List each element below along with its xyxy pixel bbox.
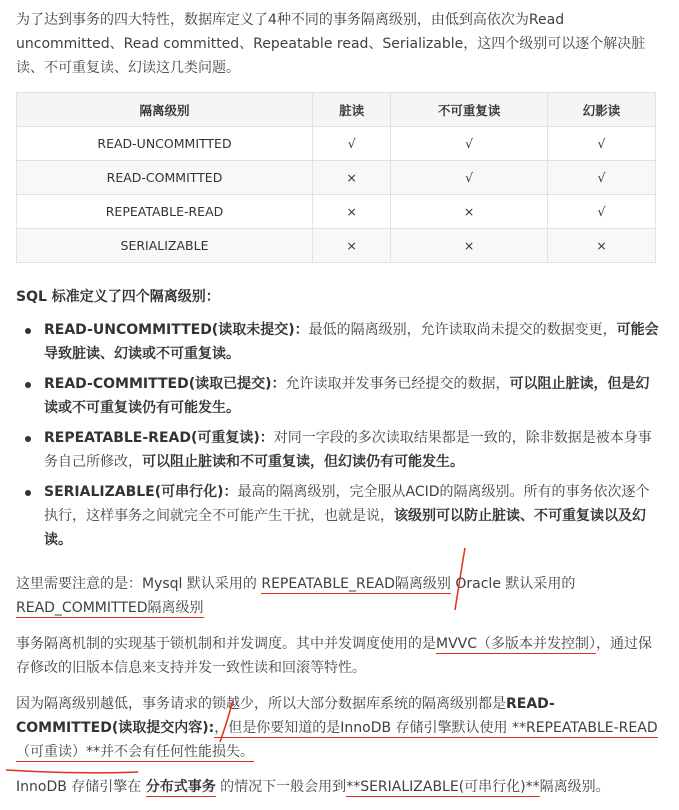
innodb-paragraph <box>16 775 664 799</box>
list-item <box>16 372 660 420</box>
table-cell: √ <box>391 127 548 161</box>
performance-paragraph <box>16 692 664 764</box>
table-cell: SERIALIZABLE <box>17 229 313 263</box>
level-consequence: 可以阻止脏读和不可重复读，但幻读仍有可能发生。 <box>142 454 464 470</box>
table-cell: × <box>313 161 391 195</box>
isolation-level-table <box>16 92 656 263</box>
mysql-default-highlight: REPEATABLE_READ隔离级别 <box>261 576 451 592</box>
mvcc-text: 事务隔离机制的实现基于锁机制和并发调度。其中并发调度使用的是 <box>16 636 436 652</box>
header-dirty-read: 脏读 <box>313 93 391 127</box>
table-cell: √ <box>547 195 655 229</box>
header-non-repeatable-read: 不可重复读 <box>391 93 548 127</box>
table-header-row <box>17 93 656 127</box>
header-isolation-level: 隔离级别 <box>17 93 313 127</box>
level-consequence: 该级别可以防止脏读、不可重复读以及幻读。 <box>44 508 646 548</box>
oracle-default-highlight: READ_COMMITTED隔离级别 <box>16 600 204 616</box>
table-row <box>17 127 656 161</box>
isolation-level-list <box>16 318 660 558</box>
table-cell: √ <box>547 161 655 195</box>
table-cell: READ-COMMITTED <box>17 161 313 195</box>
note-text: 这里需要注意的是：Mysql 默认采用的 <box>16 576 262 592</box>
level-consequence: 可能会导致脏读、幻读或不可重复读。 <box>44 322 659 362</box>
annotation-underline-stroke <box>6 770 138 773</box>
level-name: SERIALIZABLE(可串行化)： <box>44 484 238 500</box>
list-item <box>16 480 660 552</box>
level-name: READ-COMMITTED(读取已提交)： <box>44 376 286 392</box>
innodb-text: 隔离级别。 <box>539 779 610 795</box>
table-cell: × <box>313 195 391 229</box>
level-description: 对同一字段的多次读取结果都是一致的，除非数据是被本身事务自己所修改， <box>44 430 652 470</box>
read-committed-bold: READ-COMMITTED(读取提交内容): <box>16 696 555 736</box>
innodb-text: 的情况下一般会用到 <box>215 779 347 795</box>
serializable-highlight: **SERIALIZABLE(可串行化)** <box>346 779 540 795</box>
mvcc-paragraph <box>16 632 664 680</box>
table-cell: √ <box>547 127 655 161</box>
table-cell: READ-UNCOMMITTED <box>17 127 313 161</box>
table-cell: √ <box>391 161 548 195</box>
level-name: REPEATABLE-READ(可重复读)： <box>44 430 274 446</box>
table-cell: REPEATABLE-READ <box>17 195 313 229</box>
table-cell: × <box>547 229 655 263</box>
table-row <box>17 161 656 195</box>
table-cell: × <box>391 195 548 229</box>
intro-paragraph: 为了达到事务的四大特性，数据库定义了4种不同的事务隔离级别，由低到高依次为Read uncommitted、Read committed、Repeatable read、Serializable，这四个级别可以逐个解决脏读、不可重复读、幻读这几类问题。 <box>16 12 646 76</box>
level-name: READ-UNCOMMITTED(读取未提交)： <box>44 322 309 338</box>
level-consequence: 可以阻止脏读，但是幻读或不可重复读仍有可能发生。 <box>44 376 650 416</box>
performance-text: 因为隔离级别越低，事务请求的锁越少，所以大部分数据库系统的隔离级别都是 <box>16 696 506 712</box>
list-item <box>16 318 660 366</box>
default-level-note <box>16 572 664 620</box>
level-description: 最高的隔离级别，完全服从ACID的隔离级别。所有的事务依次逐个执行，这样事务之间就完全不可能产生干扰，也就是说， <box>44 484 650 524</box>
mvcc-highlight: MVVC（多版本并发控制） <box>436 636 597 652</box>
header-phantom-read: 幻影读 <box>547 93 655 127</box>
innodb-text: InnoDB 存储引擎在 <box>16 779 146 795</box>
table-row <box>17 229 656 263</box>
sql-standard-heading: SQL 标准定义了四个隔离级别： <box>16 289 220 305</box>
mvcc-text: ，通过保存修改的旧版本信息来支持并发一致性读和回滚等特性。 <box>16 636 653 676</box>
table-cell: × <box>391 229 548 263</box>
table-cell: √ <box>313 127 391 161</box>
innodb-default-highlight: ，但是你要知道的是InnoDB 存储引擎默认使用 **REPEATABLE-READ（可重读）**并不会有任何性能损失。 <box>16 720 658 760</box>
level-description: 最低的隔离级别，允许读取尚未提交的数据变更， <box>308 322 617 338</box>
table-row <box>17 195 656 229</box>
distributed-transaction-bold: 分布式事务 <box>145 779 216 795</box>
note-text: Oracle 默认采用的 <box>450 576 576 592</box>
level-description: 允许读取并发事务已经提交的数据， <box>285 376 510 392</box>
table-cell: × <box>313 229 391 263</box>
list-item <box>16 426 660 474</box>
